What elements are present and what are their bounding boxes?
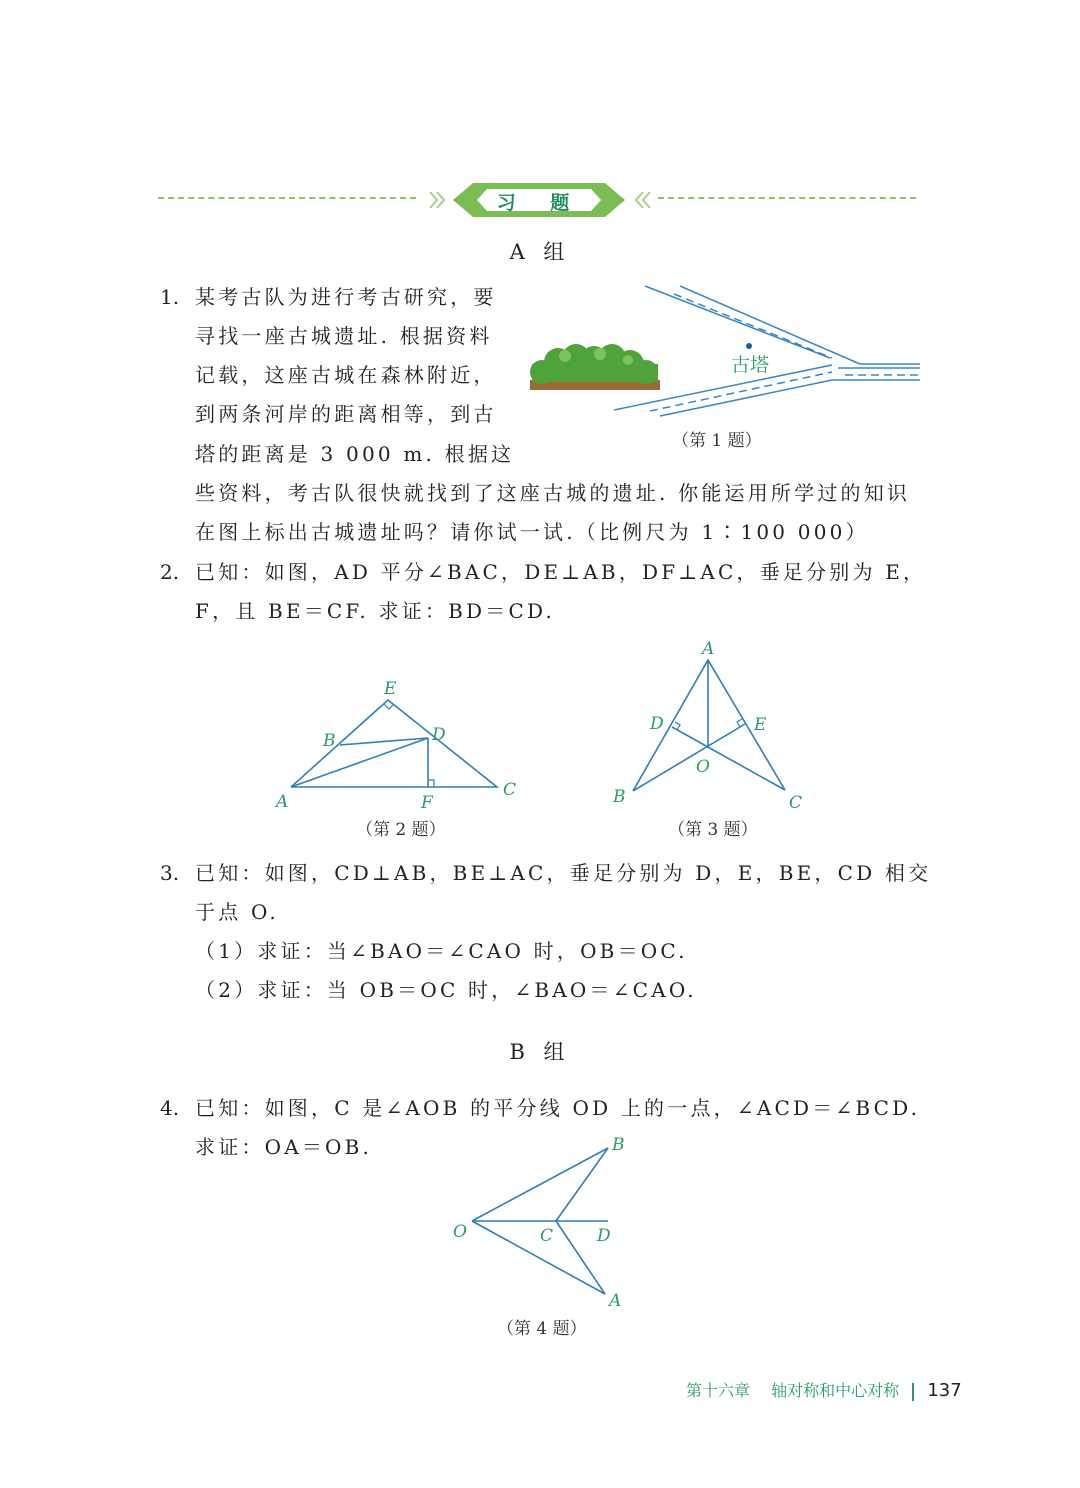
point-label: B — [613, 787, 626, 807]
point-label: O — [696, 757, 710, 777]
page-footer — [686, 1378, 962, 1401]
figure-2-labels — [274, 679, 516, 813]
figure-4 — [472, 1148, 608, 1294]
point-label: E — [384, 679, 397, 699]
point-label: D — [432, 725, 446, 745]
point-label: B — [323, 731, 336, 751]
q4-line: 求证：OA＝OB. — [195, 1135, 373, 1159]
point-label: C — [789, 793, 803, 813]
chapter-number: 第十六章 — [686, 1381, 751, 1400]
point-label: F — [421, 793, 433, 813]
point-label: E — [754, 715, 767, 735]
figure-3-caption: （第 3 题） — [668, 820, 758, 840]
q1-line: 到两条河岸的距离相等，到古 — [195, 402, 497, 426]
q4-line: 已知：如图，C 是∠AOB 的平分线 OD 上的一点，∠ACD＝∠BCD. — [195, 1096, 921, 1120]
q3-line: 已知：如图，CD⊥AB，BE⊥AC，垂足分别为 D，E，BE，CD 相交 — [195, 861, 932, 885]
q1-line: 在图上标出古城遗址吗？请你试一试.（比例尺为 1∶100 000） — [195, 520, 869, 544]
figure-4-caption: （第 4 题） — [497, 1319, 587, 1339]
group-a-heading: A 组 — [509, 240, 571, 264]
point-label: B — [612, 1135, 625, 1155]
q4-number: 4. — [160, 1096, 180, 1120]
point-label: O — [453, 1222, 467, 1242]
point-label: D — [650, 714, 664, 734]
chapter-title: 轴对称和中心对称 — [771, 1381, 900, 1400]
q1-line: 某考古队为进行考古研究，要 — [195, 285, 497, 309]
page-number: 137 — [927, 1380, 962, 1401]
q2-line: 已知：如图，AD 平分∠BAC，DE⊥AB，DF⊥AC，垂足分别为 E， — [195, 560, 927, 584]
point-label: D — [597, 1226, 611, 1246]
q1-number: 1. — [160, 285, 180, 309]
figure-2 — [291, 700, 497, 787]
q3-line: （2）求证：当 OB＝OC 时，∠BAO＝∠CAO. — [195, 978, 697, 1002]
q1-line: 塔的距离是 3 000 m. 根据这 — [195, 442, 515, 466]
point-label: A — [702, 639, 715, 659]
section-title: 习 题 — [496, 192, 584, 214]
q1-line: 记载，这座古城在森林附近， — [195, 363, 497, 387]
point-label: A — [276, 792, 289, 812]
q3-line: （1）求证：当∠BAO＝∠CAO 时，OB＝OC. — [195, 939, 688, 963]
q1-line: 寻找一座古城遗址. 根据资料 — [195, 324, 493, 348]
point-label: A — [609, 1291, 622, 1311]
pagoda-label: 古塔 — [731, 354, 770, 376]
figure-2-caption: （第 2 题） — [356, 820, 446, 840]
footer-divider — [912, 1383, 914, 1401]
q3-number: 3. — [160, 861, 180, 885]
figure-1-caption: （第 1 题） — [672, 431, 762, 451]
group-b-heading: B 组 — [509, 1040, 571, 1064]
q2-number: 2. — [160, 560, 180, 584]
q1-line: 些资料，考古队很快就找到了这座古城的遗址. 你能运用所学过的知识 — [195, 481, 911, 505]
q2-line: F，且 BE＝CF. 求证：BD＝CD. — [195, 599, 556, 623]
point-label: C — [503, 780, 517, 800]
q3-line: 于点 O. — [195, 900, 279, 924]
point-label: C — [540, 1226, 554, 1246]
